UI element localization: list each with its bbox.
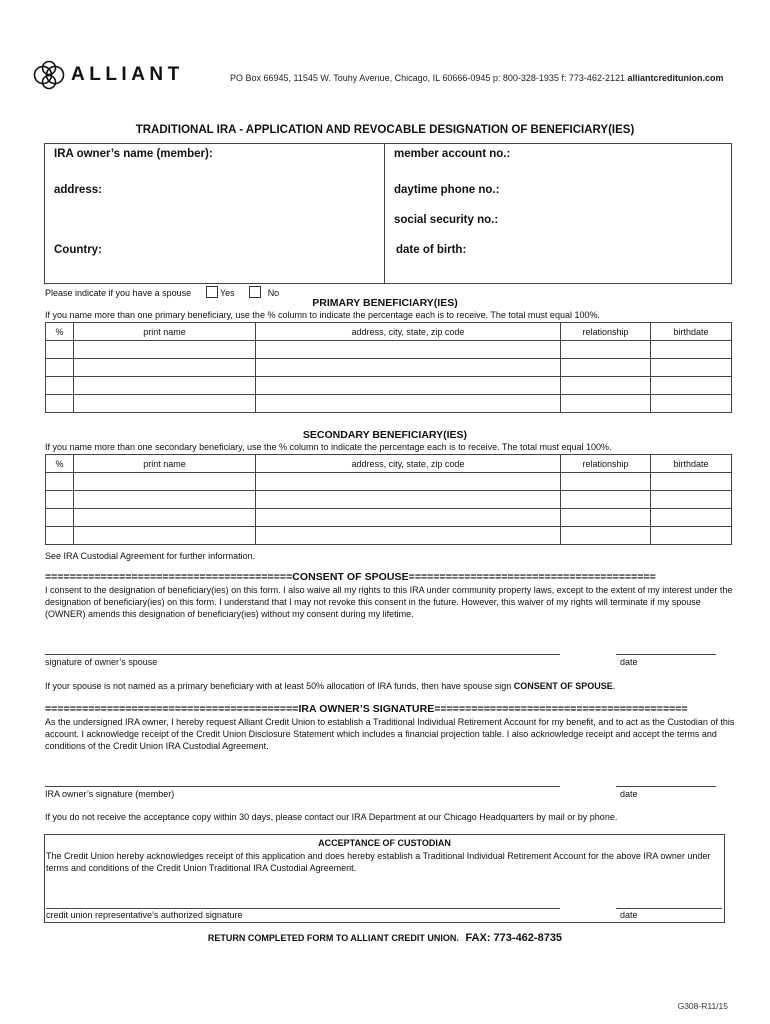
address-cell[interactable] <box>256 341 561 359</box>
address-label[interactable]: address: <box>54 184 102 196</box>
table-header-row <box>46 323 732 341</box>
col-print-name: print name <box>74 455 256 473</box>
alliant-rings-icon <box>31 60 67 90</box>
acceptance-title: ACCEPTANCE OF CUSTODIAN <box>318 838 451 848</box>
name-cell[interactable] <box>74 377 256 395</box>
address-cell[interactable] <box>256 377 561 395</box>
birthdate-cell[interactable] <box>651 377 732 395</box>
owner-signature-line[interactable] <box>45 786 560 787</box>
table-row <box>46 341 732 359</box>
address-cell[interactable] <box>256 395 561 413</box>
spouse-date-label: date <box>620 657 638 667</box>
table-row <box>46 509 732 527</box>
owner-date-line[interactable] <box>616 786 716 787</box>
primary-beneficiary-title: PRIMARY BENEFICIARY(IES) <box>312 297 458 309</box>
relationship-cell[interactable] <box>561 491 651 509</box>
col-birthdate: birthdate <box>651 455 732 473</box>
address-cell[interactable] <box>256 509 561 527</box>
address-cell[interactable] <box>256 491 561 509</box>
relationship-cell[interactable] <box>561 341 651 359</box>
col-address: address, city, state, zip code <box>256 455 561 473</box>
spouse-consent-note <box>45 681 615 691</box>
owner-info-box <box>44 143 732 284</box>
spouse-date-line[interactable] <box>616 654 716 655</box>
form-title: TRADITIONAL IRA - APPLICATION AND REVOCABLE DESIGNATION OF BENEFICIARY(IES) <box>135 124 635 136</box>
relationship-cell[interactable] <box>561 377 651 395</box>
owner-signature-text: As the undersigned IRA owner, I hereby request Alliant Credit Union to establish a Traditional Individual Retirement Account for my benefit, and to act as the Custodian of this account. I acknowledge receipt of the Credit Union Disclosure Statement which includes a financial projection table. I also acknowledge receipt and accept the terms and conditions of the Credit Union IRA Custodial Agreement. <box>45 717 735 751</box>
percent-cell[interactable] <box>46 491 74 509</box>
birthdate-cell[interactable] <box>651 359 732 377</box>
col-print-name: print name <box>74 323 256 341</box>
col-relationship: relationship <box>561 323 651 341</box>
acceptance-copy-note: If you do not receive the acceptance copy within 30 days, please contact our IRA Department at our Chicago Headquarters by mail or by phone. <box>45 812 618 822</box>
birthdate-cell[interactable] <box>651 527 732 545</box>
name-cell[interactable] <box>74 395 256 413</box>
return-text: RETURN COMPLETED FORM TO ALLIANT CREDIT UNION. <box>207 933 459 943</box>
table-header-row <box>46 455 732 473</box>
phone-label[interactable]: daytime phone no.: <box>394 184 500 196</box>
percent-cell[interactable] <box>46 377 74 395</box>
relationship-cell[interactable] <box>561 473 651 491</box>
acceptance-of-custodian-box <box>44 834 725 923</box>
percent-cell[interactable] <box>46 527 74 545</box>
table-row <box>46 473 732 491</box>
col-birthdate: birthdate <box>651 323 732 341</box>
alliant-logo <box>31 60 184 90</box>
birthdate-cell[interactable] <box>651 395 732 413</box>
owner-signature-header: =========================================IRA OWNER’S SIGNATURE========================================= <box>45 703 688 715</box>
spouse-yes-label: Yes <box>219 288 235 298</box>
spouse-no-label: No <box>267 288 280 298</box>
custodial-agreement-note: See IRA Custodial Agreement for further information. <box>45 551 256 561</box>
table-row <box>46 377 732 395</box>
country-label[interactable]: Country: <box>54 244 102 256</box>
consent-text: I consent to the designation of beneficiary(ies) on this form. I also waive all my rights to this IRA under community property laws, except to the extent of my interest under the designation of beneficiary(ies) on this form. I understand that I may not revoke this consent in the future. However, this waiver of my rights will terminate if my spouse (OWNER) amends this designation of beneficiary(ies) without my consent during my lifetime. <box>45 585 733 619</box>
custodian-signature-line[interactable] <box>46 908 560 909</box>
spouse-question-label: Please indicate if you have a spouse <box>45 288 192 298</box>
birthdate-cell[interactable] <box>651 509 732 527</box>
note-bold: CONSENT OF SPOUSE <box>513 681 613 691</box>
custodian-date-label: date <box>620 910 638 920</box>
table-row <box>46 491 732 509</box>
primary-beneficiary-table <box>45 322 732 413</box>
percent-cell[interactable] <box>46 359 74 377</box>
custodian-date-line[interactable] <box>616 908 722 909</box>
table-row <box>46 359 732 377</box>
birthdate-cell[interactable] <box>651 341 732 359</box>
relationship-cell[interactable] <box>561 359 651 377</box>
col-relationship: relationship <box>561 455 651 473</box>
owner-box-divider <box>384 144 385 283</box>
name-cell[interactable] <box>74 473 256 491</box>
spouse-signature-label: signature of owner’s spouse <box>45 657 158 667</box>
secondary-instruction: If you name more than one secondary beneficiary, use the % column to indicate the percentage each is to receive. The total must equal 100%. <box>45 442 612 452</box>
owner-date-label: date <box>620 789 638 799</box>
col-percent: % <box>46 323 74 341</box>
secondary-beneficiary-title: SECONDARY BENEFICIARY(IES) <box>302 429 468 441</box>
name-cell[interactable] <box>74 527 256 545</box>
header-contact <box>230 73 724 83</box>
consent-of-spouse-header: ========================================CONSENT OF SPOUSE======================================== <box>45 571 656 583</box>
address-cell[interactable] <box>256 359 561 377</box>
percent-cell[interactable] <box>46 473 74 491</box>
name-cell[interactable] <box>74 359 256 377</box>
ssn-label[interactable]: social security no.: <box>394 214 499 226</box>
relationship-cell[interactable] <box>561 527 651 545</box>
secondary-beneficiary-table <box>45 454 732 545</box>
fax-number: FAX: 773-462-8735 <box>465 932 563 944</box>
birthdate-cell[interactable] <box>651 491 732 509</box>
acceptance-text: The Credit Union hereby acknowledges receipt of this application and does hereby establish a Traditional Individual Retirement Account for the above IRA owner under terms and conditions of the Credit Union Traditional IRA Custodial Agreement. <box>46 851 711 873</box>
custodian-signature-label: credit union representative’s authorized signature <box>46 910 243 920</box>
percent-cell[interactable] <box>46 395 74 413</box>
note-prefix: If your spouse is not named as a primary beneficiary with at least 50% allocation of IRA funds, then have spouse sign <box>45 681 514 691</box>
table-row <box>46 527 732 545</box>
account-number-label[interactable]: member account no.: <box>394 148 511 160</box>
return-instructions <box>0 932 770 944</box>
form-number: G308-R11/15 <box>677 1001 728 1011</box>
spouse-signature-line[interactable] <box>45 654 560 655</box>
primary-instruction: If you name more than one primary beneficiary, use the % column to indicate the percentage each is to receive. The total must equal 100%. <box>45 310 600 320</box>
relationship-cell[interactable] <box>561 509 651 527</box>
percent-cell[interactable] <box>46 509 74 527</box>
col-address: address, city, state, zip code <box>256 323 561 341</box>
note-suffix: . <box>612 681 616 691</box>
logo-text: ALLIANT <box>71 64 184 85</box>
name-cell[interactable] <box>74 509 256 527</box>
percent-cell[interactable] <box>46 341 74 359</box>
table-row <box>46 395 732 413</box>
address-cell[interactable] <box>256 527 561 545</box>
header-website[interactable]: alliantcreditunion.com <box>627 73 724 83</box>
address-cell[interactable] <box>256 473 561 491</box>
owner-signature-label: IRA owner’s signature (member) <box>45 789 175 799</box>
name-cell[interactable] <box>74 341 256 359</box>
birthdate-cell[interactable] <box>651 473 732 491</box>
name-cell[interactable] <box>74 491 256 509</box>
header-address: PO Box 66945, 11545 W. Touhy Avenue, Chicago, IL 60666-0945 p: 800-328-1935 f: 773-462-2121 <box>230 73 625 83</box>
col-percent: % <box>46 455 74 473</box>
owner-name-label[interactable]: IRA owner’s name (member): <box>54 148 213 160</box>
dob-label[interactable]: date of birth: <box>396 244 467 256</box>
relationship-cell[interactable] <box>561 395 651 413</box>
